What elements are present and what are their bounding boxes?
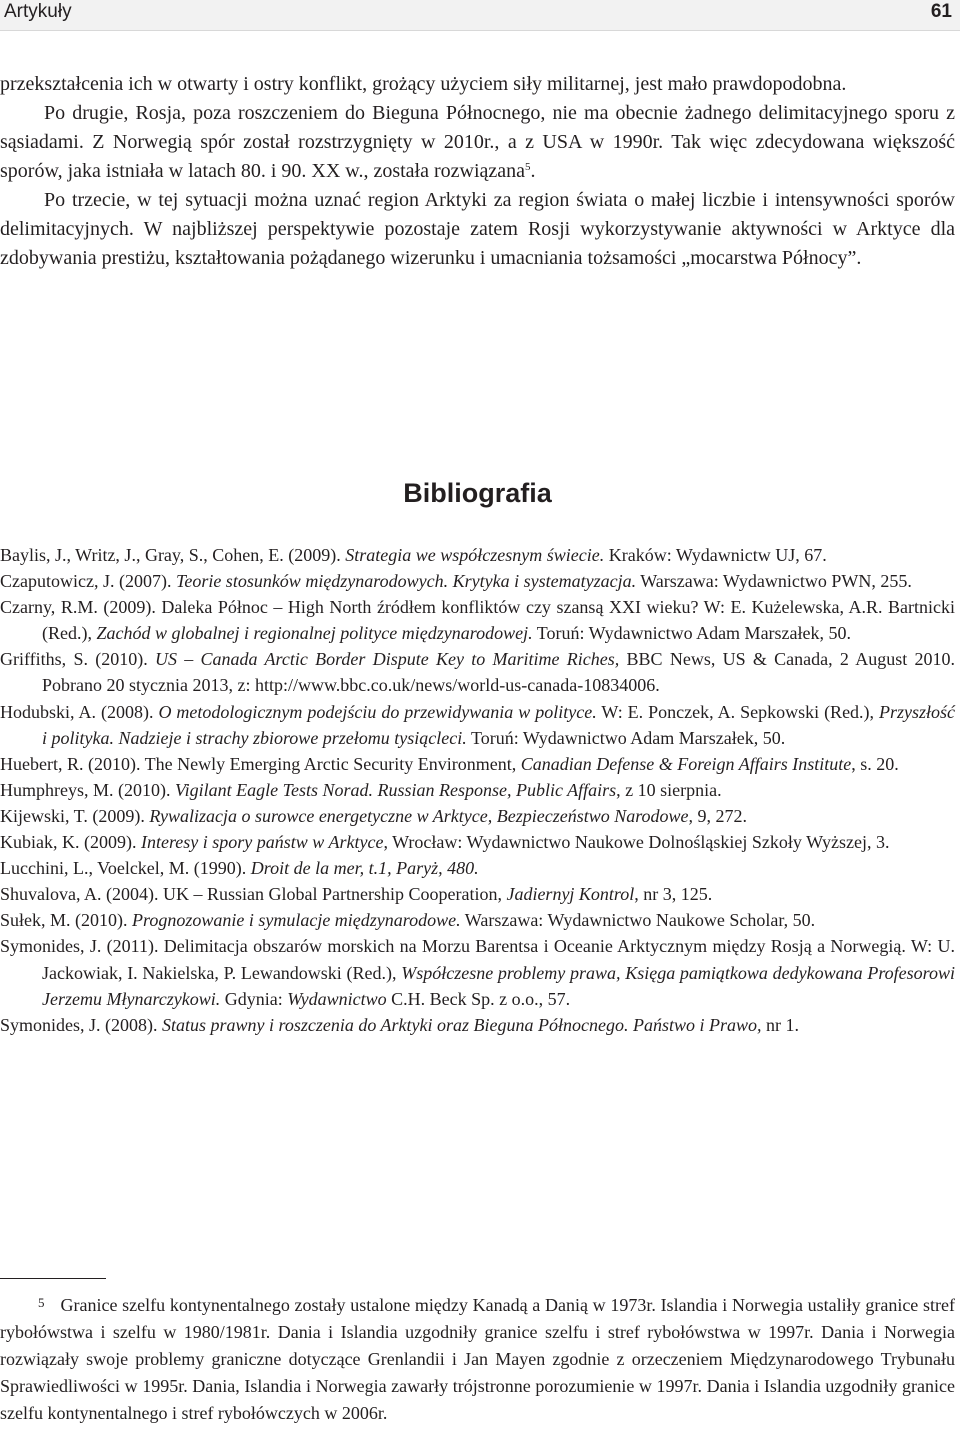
entry-title: Przyszłość i polityka. Nadzieje i strachy zbiorowe przełomu tysiącleci. (42, 701, 956, 748)
entry-text: C.H. Beck Sp. z o.o., 57. (386, 988, 571, 1009)
entry-text: Lucchini, L., Voelckel, M. (1990). (0, 858, 251, 879)
entry-title: Droit de la mer, t.1, Paryż, 480. (250, 858, 479, 879)
paragraph-2 (0, 99, 955, 186)
entry-title: O metodologicznym podejściu do przewidywania w polityce. (158, 701, 597, 722)
entry-text: Sułek, M. (2010). (0, 910, 132, 931)
entry-title: Strategia we współczesnym świecie. (345, 545, 605, 565)
bibliography-entry (0, 568, 955, 594)
bibliography-entry (0, 542, 955, 568)
entry-title: Teorie stosunków międzynarodowych. Krytyka i systematyzacja. (175, 571, 637, 592)
entry-text: Hodubski, A. (2008). (0, 701, 159, 722)
running-header (0, 0, 960, 31)
entry-title: Rywalizacja o surowce energetyczne w Arktyce, Bezpieczeństwo Narodowe, (149, 805, 694, 826)
entry-text: nr 1. (761, 1014, 799, 1035)
entry-text: BBC News, US & Canada, 2 August 2010. Pobrano 20 stycznia 2013, z: http://www.bbc.co.uk/news/world-us-canada-10834006. (42, 649, 955, 696)
footnote-separator (0, 1278, 106, 1279)
entry-title: Canadian Defense & Foreign Affairs Institute (520, 753, 852, 774)
bibliography-heading: Bibliografia (403, 478, 552, 508)
entry-text: W: E. Ponczek, A. Sepkowski (Red.), (596, 701, 880, 722)
entry-text: Kijewski, T. (2009). (0, 805, 150, 826)
entry-title: Wydawnictwo (287, 988, 387, 1009)
entry-title: Współczesne problemy prawa, Księga pamiątkowa dedykowana Profesorowi Jerzemu Młynarczykowi. (42, 962, 955, 1009)
entry-text: Shuvalova, A. (2004). UK – Russian Global Partnership Cooperation, (0, 884, 507, 905)
entry-title: Prognozowanie i symulacje międzynarodowe. (132, 910, 461, 931)
entry-text: Kubiak, K. (2009). (0, 832, 141, 853)
entry-text: Symonides, J. (2011). Delimitacja obszarów morskich na Morzu Barentsa i Oceanie Arktycznym między Rosją a Norwegią. W: U. Jackowiak, I. Nakielska, P. Lewandowski (Red.), (0, 936, 955, 983)
bibliography-entry (0, 699, 955, 751)
bibliography-entry (0, 907, 955, 933)
entry-text: Huebert, R. (2010). The Newly Emerging Arctic Security Environment, (0, 753, 521, 774)
entry-text: Gdynia: (220, 988, 288, 1009)
bibliography-entry (0, 646, 955, 698)
entry-text: Warszawa: Wydawnictwo PWN, 255. (636, 571, 912, 592)
bibliography-entry (0, 933, 955, 1011)
entry-title: Status prawny i roszczenia do Arktyki oraz Bieguna Północnego. Państwo i Prawo, (162, 1014, 762, 1035)
entry-text: , s. 20. (851, 753, 899, 774)
entry-text: Czarny, R.M. (2009). Daleka Północ – High North źródłem konfliktów czy szansą XXI wieku? W: E. Kużelewska, A.R. Bartnicki (Red.), (0, 597, 955, 644)
entry-text: 9, 272. (693, 805, 748, 826)
bibliography-entry (0, 751, 955, 777)
bibliography-entry (0, 1012, 955, 1038)
bibliography-entry (0, 881, 955, 907)
entry-title: US – Canada Arctic Border Dispute Key to Maritime Riches, (155, 649, 620, 670)
footnote-number: 5 (38, 1295, 45, 1310)
bibliography-entry (0, 594, 955, 646)
entry-text: Toruń: Wydawnictwo Adam Marszałek, 50. (466, 727, 786, 748)
entry-text: Toruń: Wydawnictwo Adam Marszałek, 50. (532, 623, 852, 644)
footnote-reference[interactable]: 5 (525, 161, 531, 173)
bibliography-entry (0, 855, 955, 881)
bibliography-list (0, 542, 955, 1038)
entry-text: Griffiths, S. (2010). (0, 649, 155, 670)
entry-text: Czaputowicz, J. (2007). (0, 571, 176, 592)
paragraph-2-text: Po drugie, Rosja, poza roszczeniem do Bieguna Północnego, nie ma obecnie żadnego delimitacyjnego sporu z sąsiadami. Z Norwegią spór został rozstrzygnięty w 2010r., a z USA w 1990r. Tak więc zdecydowana większość sporów, jaka istniała w latach 80. i 90. XX w., została rozwiązana (0, 102, 955, 182)
section-title: Artykuły (4, 1, 72, 22)
entry-title: Jadiernyj Kontrol (506, 884, 635, 905)
bibliography-entry (0, 829, 955, 855)
footnotes (0, 1289, 955, 1427)
page-number: 61 (930, 1, 952, 22)
paragraph-3: Po trzecie, w tej sytuacji można uznać region Arktyki za region świata o małej liczbie i intensywności sporów delimitacyjnych. W najbliższej perspektywie pozostaje zatem Rosji wykorzystywanie aktywności w Arktyce dla zdobywania prestiżu, kształtowania pożądanego wizerunku i umacniania tożsamości „mocarstwa Północy”. (0, 189, 955, 269)
entry-text: , z 10 sierpnia. (616, 779, 722, 800)
paragraph-1: przekształcenia ich w otwarty i ostry konflikt, grożący użyciem siły militarnej, jest mało prawdopodobna. (0, 73, 847, 95)
entry-text: Humphreys, M. (2010). (0, 779, 175, 800)
entry-text: Warszawa: Wydawnictwo Naukowe Scholar, 50. (460, 910, 816, 931)
entry-text: Baylis, J., Writz, J., Gray, S., Cohen, E. (2009). (0, 545, 346, 565)
entry-text: Kraków: Wydawnictw UJ, 67. (604, 545, 827, 565)
bibliography-entry (0, 777, 955, 803)
entry-text: Symonides, J. (2008). (0, 1014, 162, 1035)
entry-title: Vigilant Eagle Tests Norad. Russian Response, Public Affairs (174, 779, 617, 800)
bibliography-entry (0, 803, 955, 829)
entry-title: Zachód w globalnej i regionalnej polityce międzynarodowej. (96, 623, 533, 644)
entry-title: Interesy i spory państw w Arktyce (140, 832, 384, 853)
footnote-5 (0, 1289, 955, 1427)
entry-text: , nr 3, 125. (634, 884, 713, 905)
entry-text: , Wrocław: Wydawnictwo Naukowe Dolnośląskiej Szkoły Wyższej, 3. (383, 832, 890, 853)
paragraph-2-end: . (530, 160, 536, 182)
main-text (0, 70, 955, 273)
footnote-text: Granice szelfu kontynentalnego zostały ustalone między Kanadą a Danią w 1973r. Islandia i Norwegia ustaliły granice stref rybołówstwa i szelfu w 1980/1981r. Dania i Islandia uzgodniły granice szelfu i stref rybołówstwa w 1997r. Dania i Norwegia rozwiązały swoje problemy graniczne dotyczące Grenlandii i Jan Mayen zgodnie z orzeczeniem Międzynarodowego Trybunału Sprawiedliwości w 1995r. Dania, Islandia i Norwegia zawarły trójstronne porozumienie w 1997r. Dania i Islandia uzgodniły granice szelfu kontynentalnego i stref rybołówczych w 2006r. (0, 1295, 955, 1423)
